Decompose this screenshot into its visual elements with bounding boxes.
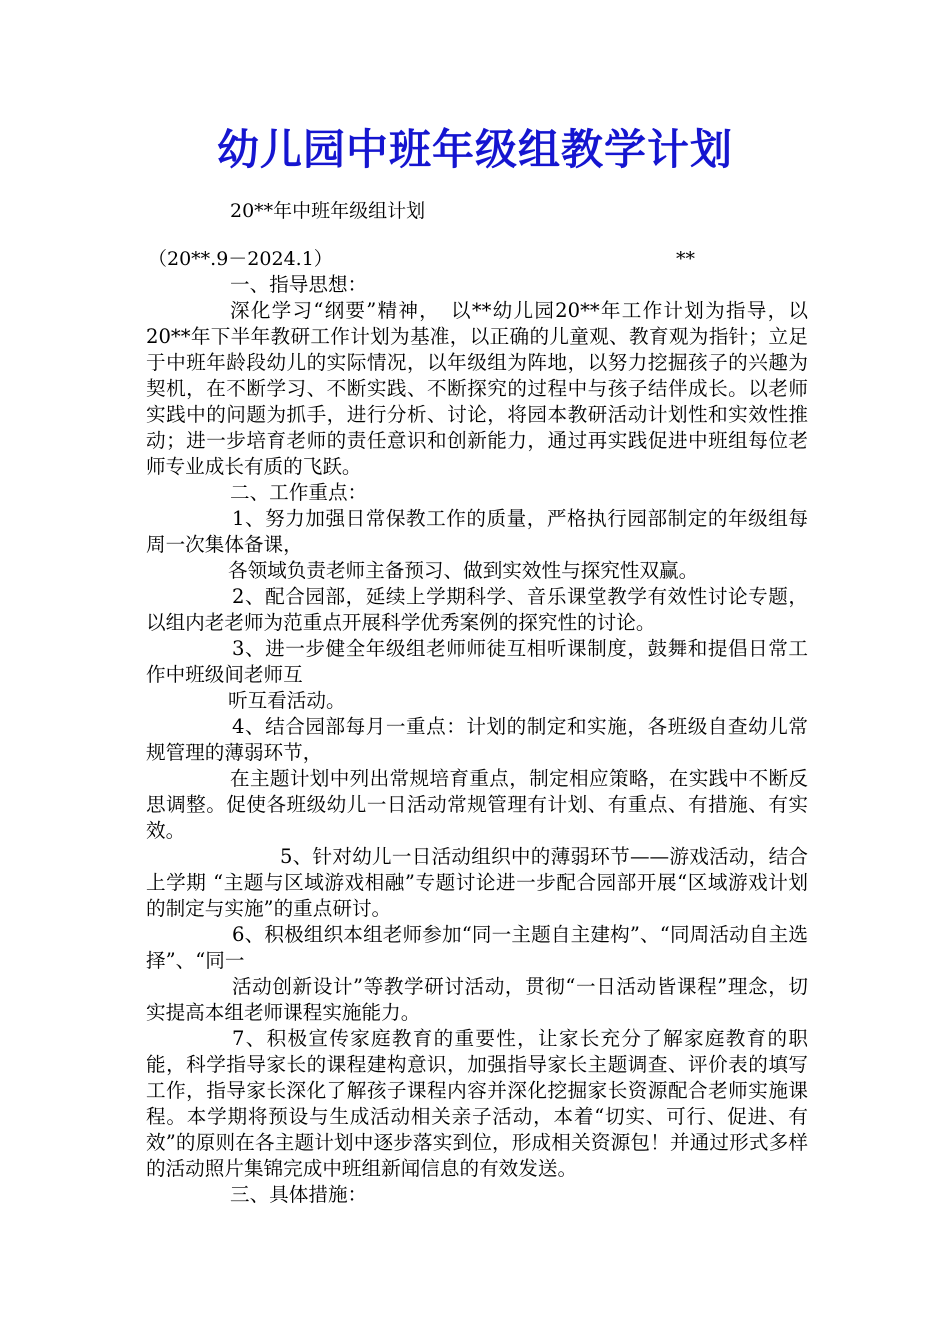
section-heading-guiding-thought: 一、指导思想： bbox=[230, 273, 368, 296]
work-focus-item-2: 2、配合园部，延续上学期科学、音乐课堂教学有效性讨论专题，以组内老老师为范重点开展科学优秀案例的探究性的讨论。 bbox=[146, 585, 808, 634]
document-subtitle: 20**年中班年级组计划 bbox=[230, 200, 426, 222]
document-body bbox=[146, 272, 808, 1208]
date-line bbox=[148, 246, 708, 272]
work-focus-item-5: 5、针对幼儿一日活动组织中的薄弱环节——游戏活动，结合上学期 “主题与区域游戏相融”专题讨论进一步配合园部开展“区域游戏计划的制定与实施”的重点研讨。 bbox=[146, 845, 808, 920]
work-focus-item-4-continued: 在主题计划中列出常规培育重点，制定相应策略，在实践中不断反思调整。促使各班级幼儿一日活动常规管理有计划、有重点、有措施、有实效。 bbox=[146, 767, 808, 842]
work-focus-item-1-continued: 各领域负责老师主备预习、做到实效性与探究性双赢。 bbox=[228, 559, 699, 582]
date-stars: ** bbox=[676, 248, 695, 270]
work-focus-item-4: 4、结合园部每月一重点：计划的制定和实施，各班级自查幼儿常规管理的薄弱环节， bbox=[146, 715, 808, 764]
work-focus-item-7: 7、积极宣传家庭教育的重要性，让家长充分了解家庭教育的职能，科学指导家长的课程建构意识，加强指导家长主题调查、评价表的填写工作，指导家长深化了解孩子课程内容并深化挖掘家长资源配合老师实施课程。本学期将预设与生成活动相关亲子活动，本着“切实、可行、促进、有效”的原则在各主题计划中逐步落实到位，形成相关资源包！并通过形式多样的活动照片集锦完成中班组新闻信息的有效发送。 bbox=[146, 1027, 808, 1180]
date-range: （20**.9－2024.1） bbox=[148, 248, 333, 270]
document-title: 幼儿园中班年级组教学计划 bbox=[216, 125, 733, 174]
section-heading-work-focus: 二、工作重点： bbox=[230, 481, 368, 504]
work-focus-item-1: 1、努力加强日常保教工作的质量，严格执行园部制定的年级组每周一次集体备课， bbox=[146, 507, 808, 556]
work-focus-item-6: 6、积极组织本组老师参加“同一主题自主建构”、“同周活动自主选择”、“同一 bbox=[146, 923, 808, 972]
work-focus-item-3: 3、进一步健全年级组老师师徒互相听课制度，鼓舞和提倡日常工作中班级间老师互 bbox=[146, 637, 808, 686]
paragraph-guiding-thought: 深化学习“纲要”精神， 以**幼儿园20**年工作计划为指导，以20**年下半年教研工作计划为基准，以正确的儿童观、教育观为指针；立足于中班年龄段幼儿的实际情况，以年级组为阵地，以努力挖掘孩子的兴趣为契机，在不断学习、不断实践、不断探究的过程中与孩子结伴成长。以老师实践中的问题为抓手，进行分析、讨论，将园本教研活动计划性和实效性推动；进一步培育老师的责任意识和创新能力，通过再实践促进中班组每位老师专业成长有质的飞跃。 bbox=[146, 299, 808, 478]
work-focus-item-6-continued: 活动创新设计”等教学研讨活动，贯彻“一日活动皆课程”理念，切实提高本组老师课程实施能力。 bbox=[146, 975, 808, 1024]
section-heading-measures: 三、具体措施： bbox=[230, 1183, 368, 1206]
work-focus-item-3-continued: 听互看活动。 bbox=[228, 689, 346, 712]
